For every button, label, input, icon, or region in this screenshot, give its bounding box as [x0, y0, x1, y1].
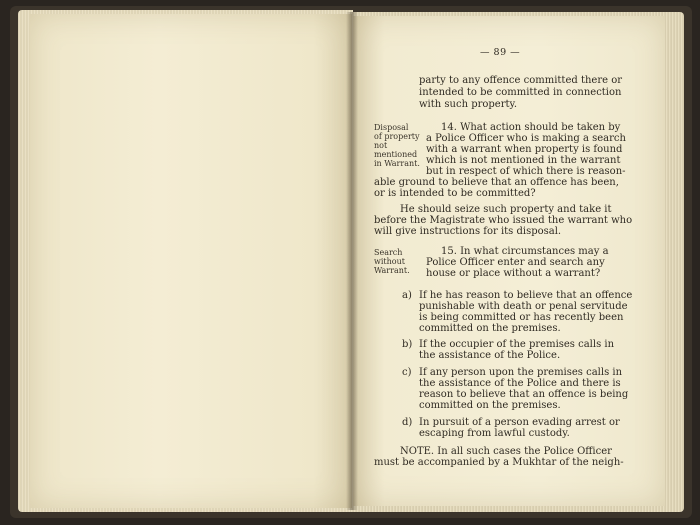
book-gutter — [346, 12, 358, 510]
question-14-line: which is not mentioned in the warrant — [426, 155, 621, 166]
item-a-line: is being committed or has recently been — [419, 312, 624, 323]
item-a-line: If he has reason to believe that an offence — [419, 290, 633, 301]
question-14-line: with a warrant when property is found — [426, 144, 623, 155]
item-d-line: In pursuit of a person evading arrest or — [419, 417, 620, 428]
answer-14-line: He should seize such property and take it — [400, 204, 612, 215]
margin-note-search: without — [374, 257, 405, 266]
item-b-line: If the occupier of the premises calls in — [419, 339, 615, 350]
question-14-line: able ground to believe that an offence has been, — [374, 177, 619, 188]
left-page-blank — [30, 14, 352, 508]
item-marker: d) — [402, 417, 413, 428]
top-paragraph-line: with such property. — [419, 99, 518, 110]
item-marker: a) — [402, 290, 412, 301]
margin-note-disposal: not — [374, 141, 388, 150]
answer-14-line: before the Magistrate who issued the warrant who — [374, 215, 633, 226]
note-line: must be accompanied by a Mukhtar of the neigh- — [374, 457, 624, 468]
item-c-line: If any person upon the premises calls in — [419, 367, 623, 378]
item-c-line: committed on the premises. — [419, 400, 561, 411]
item-b-line: the assistance of the Police. — [419, 350, 561, 361]
margin-note-disposal: Disposal — [374, 123, 409, 132]
question-14-line: or is intended to be committed? — [374, 188, 536, 199]
item-marker: b) — [402, 339, 413, 350]
item-c-line: reason to believe that an offence is being — [419, 389, 629, 400]
item-marker: c) — [402, 367, 412, 378]
note-line: NOTE. In all such cases the Police Officer — [400, 446, 612, 457]
question-15-line: 15. In what circumstances may a — [441, 246, 609, 257]
question-14-line: 14. What action should be taken by — [441, 122, 621, 133]
margin-note-search: Search — [374, 248, 403, 257]
page-number: — 89 — — [480, 47, 521, 58]
margin-note-disposal: in Warrant. — [374, 159, 420, 168]
question-15-line: house or place without a warrant? — [426, 268, 601, 279]
question-14-line: but in respect of which there is reason- — [426, 166, 626, 177]
margin-note-disposal: of property — [374, 132, 420, 141]
answer-14-line: will give instructions for its disposal. — [374, 226, 562, 237]
top-paragraph-line: party to any offence committed there or — [419, 75, 622, 86]
item-c-line: the assistance of the Police and there is — [419, 378, 621, 389]
item-a-line: punishable with death or penal servitude — [419, 301, 628, 312]
margin-note-disposal: mentioned — [374, 150, 418, 159]
item-a-line: committed on the premises. — [419, 323, 561, 334]
item-d-line: escaping from lawful custody. — [419, 428, 570, 439]
question-15-line: Police Officer enter and search any — [426, 257, 605, 268]
margin-note-search: Warrant. — [374, 266, 410, 275]
question-14-line: a Police Officer who is making a search — [426, 133, 626, 144]
top-paragraph-line: intended to be committed in connection — [419, 87, 622, 98]
